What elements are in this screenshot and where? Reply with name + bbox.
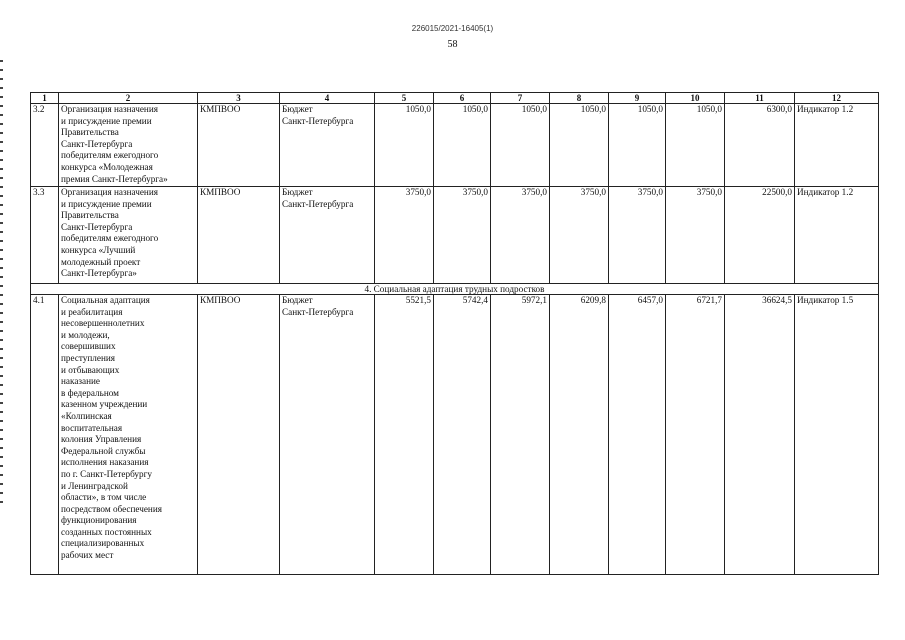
amount-col7: 5972,1 bbox=[491, 295, 550, 575]
amount-col6: 5742,4 bbox=[434, 295, 491, 575]
table-row bbox=[31, 295, 879, 575]
activity-name: Социальная адаптация и реабилитация несовершеннолетних и молодежи, совершивших преступления и отбывающих наказание в федеральном казенном учреждении «Колпинская воспитательная колония Управления Федеральной службы исполнения наказания по г. Санкт-Петербургу и Ленинградской области», в том числе посредством обеспечения функционирования созданных постоянных специализированных рабочих мест bbox=[59, 295, 198, 575]
funding-source: Бюджет Санкт-Петербурга bbox=[280, 187, 375, 284]
funding-source: Бюджет Санкт-Петербурга bbox=[280, 104, 375, 187]
column-header: 10 bbox=[666, 93, 725, 104]
column-header: 12 bbox=[795, 93, 879, 104]
amount-col7: 3750,0 bbox=[491, 187, 550, 284]
column-header: 8 bbox=[550, 93, 609, 104]
column-header: 1 bbox=[31, 93, 59, 104]
column-header: 11 bbox=[725, 93, 795, 104]
amount-col9: 3750,0 bbox=[609, 187, 666, 284]
column-header: 4 bbox=[280, 93, 375, 104]
amount-col5: 5521,5 bbox=[375, 295, 434, 575]
activity-name: Организация назначения и присуждение премии Правительства Санкт-Петербурга победителям ежегодного конкурса «Молодежная премия Санкт-Петербурга» bbox=[59, 104, 198, 187]
amount-col10: 6721,7 bbox=[666, 295, 725, 575]
row-number: 3.3 bbox=[31, 187, 59, 284]
amount-col9: 6457,0 bbox=[609, 295, 666, 575]
page-number: 58 bbox=[447, 39, 458, 50]
program-activities-table bbox=[30, 92, 879, 575]
amount-col10: 1050,0 bbox=[666, 104, 725, 187]
column-header: 3 bbox=[198, 93, 280, 104]
row-number: 3.2 bbox=[31, 104, 59, 187]
column-header: 5 bbox=[375, 93, 434, 104]
amount-col10: 3750,0 bbox=[666, 187, 725, 284]
amount-total: 22500,0 bbox=[725, 187, 795, 284]
activity-name: Организация назначения и присуждение премии Правительства Санкт-Петербурга победителям ежегодного конкурса «Лучший молодежный проект Санкт-Петербурга» bbox=[59, 187, 198, 284]
indicator: Индикатор 1.2 bbox=[795, 104, 879, 187]
executor: КМПВОО bbox=[198, 187, 280, 284]
executor: КМПВОО bbox=[198, 104, 280, 187]
amount-total: 6300,0 bbox=[725, 104, 795, 187]
document-id: 226015/2021-16405(1) bbox=[411, 24, 494, 33]
column-number-row bbox=[31, 93, 879, 104]
row-number: 4.1 bbox=[31, 295, 59, 575]
section-title: 4. Социальная адаптация трудных подростков bbox=[31, 284, 879, 295]
amount-col8: 1050,0 bbox=[550, 104, 609, 187]
amount-col6: 1050,0 bbox=[434, 104, 491, 187]
table-row bbox=[31, 187, 879, 284]
funding-source: Бюджет Санкт-Петербурга bbox=[280, 295, 375, 575]
column-header: 7 bbox=[491, 93, 550, 104]
column-header: 6 bbox=[434, 93, 491, 104]
executor: КМПВОО bbox=[198, 295, 280, 575]
amount-col8: 6209,8 bbox=[550, 295, 609, 575]
amount-col9: 1050,0 bbox=[609, 104, 666, 187]
scan-edge-marks bbox=[0, 60, 4, 560]
column-header: 2 bbox=[59, 93, 198, 104]
amount-col8: 3750,0 bbox=[550, 187, 609, 284]
indicator: Индикатор 1.2 bbox=[795, 187, 879, 284]
indicator: Индикатор 1.5 bbox=[795, 295, 879, 575]
amount-total: 36624,5 bbox=[725, 295, 795, 575]
table-row bbox=[31, 104, 879, 187]
amount-col5: 3750,0 bbox=[375, 187, 434, 284]
section-header-row bbox=[31, 284, 879, 295]
column-header: 9 bbox=[609, 93, 666, 104]
amount-col7: 1050,0 bbox=[491, 104, 550, 187]
amount-col6: 3750,0 bbox=[434, 187, 491, 284]
amount-col5: 1050,0 bbox=[375, 104, 434, 187]
